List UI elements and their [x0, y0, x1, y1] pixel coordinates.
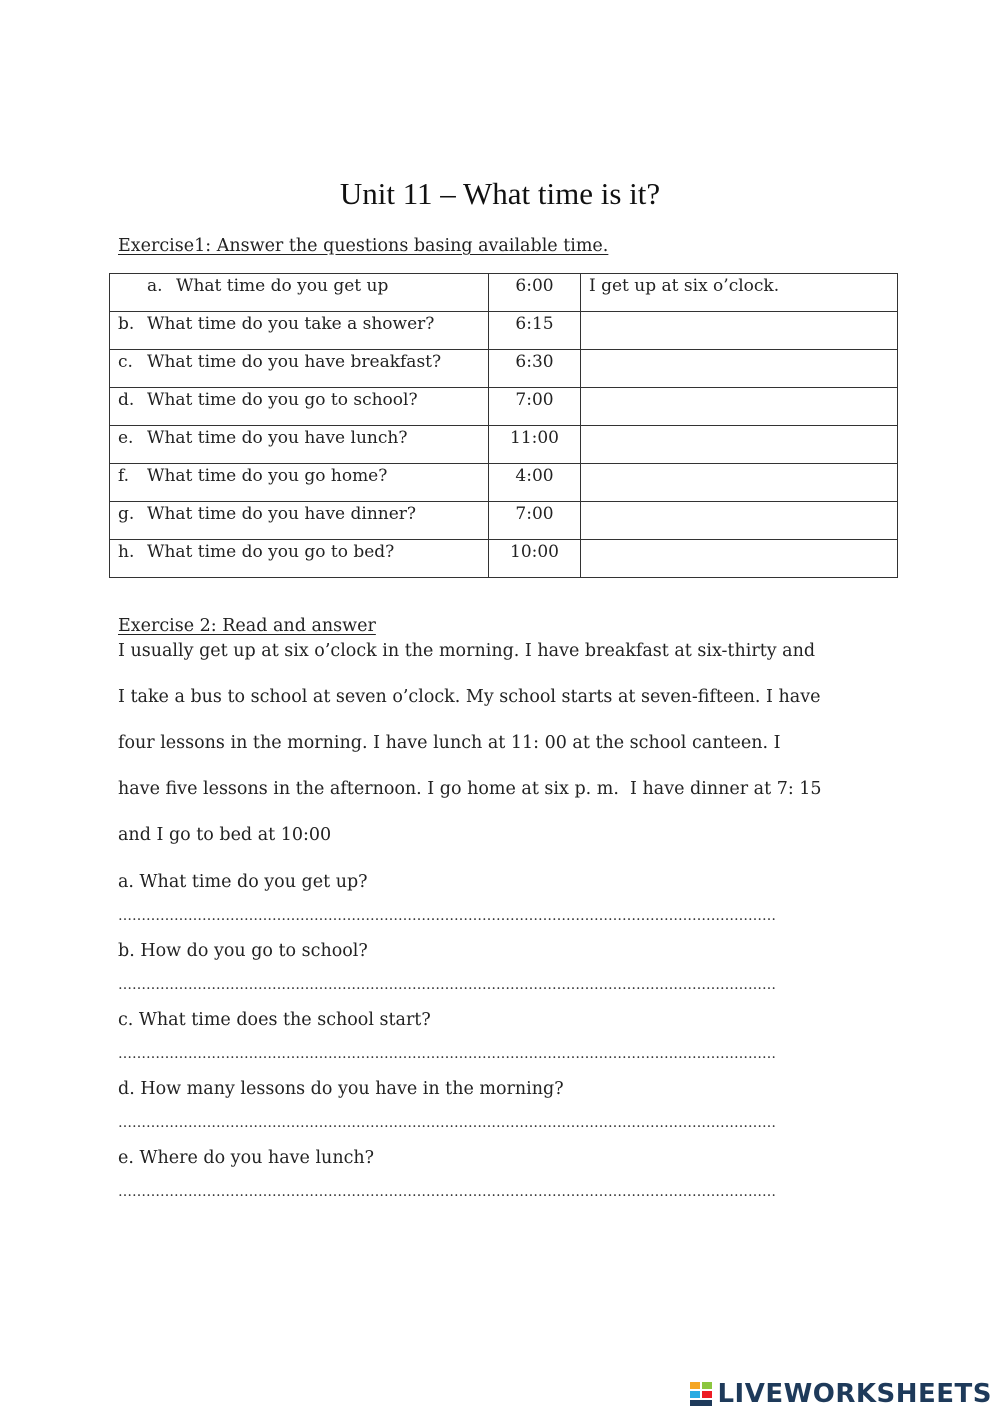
brand-text: LIVEWORKSHEETS [717, 1379, 992, 1409]
answer-cell[interactable] [581, 312, 898, 350]
reading-passage [118, 638, 898, 868]
table-row [110, 540, 898, 578]
answer-cell[interactable] [581, 540, 898, 578]
list-item [118, 1007, 818, 1076]
time-cell: 6:15 [489, 312, 581, 350]
exercise2-heading: Exercise 2: Read and answer [118, 616, 376, 636]
exercise1-table [109, 273, 898, 578]
question-letter: c. [118, 352, 133, 372]
passage-line: have five lessons in the afternoon. I go home at six p. m. I have dinner at 7: 15 [118, 779, 822, 799]
question-letter: e. [118, 428, 134, 448]
list-item [118, 1145, 818, 1214]
time-cell: 6:30 [489, 350, 581, 388]
list-item [118, 938, 818, 1007]
question-text: b. How do you go to school? [118, 941, 368, 961]
table-row [110, 388, 898, 426]
question-cell [110, 540, 489, 578]
question-text: a. What time do you get up? [118, 872, 368, 892]
question-cell [110, 312, 489, 350]
passage-line: I usually get up at six o’clock in the morning. I have breakfast at six-thirty and [118, 641, 816, 661]
time-cell: 4:00 [489, 464, 581, 502]
question-text: What time do you have dinner? [147, 504, 417, 524]
list-item [118, 1076, 818, 1145]
passage-line: I take a bus to school at seven o’clock. My school starts at seven-fifteen. I have [118, 687, 821, 707]
answer-blank[interactable]: …………………………………………………………………………………………………………………………… [118, 908, 776, 924]
question-text: What time do you get up [176, 276, 389, 296]
question-letter: b. [118, 314, 135, 334]
question-cell [110, 426, 489, 464]
question-cell [110, 502, 489, 540]
answer-blank[interactable]: …………………………………………………………………………………………………………………………… [118, 1115, 776, 1131]
time-cell: 7:00 [489, 388, 581, 426]
table-row [110, 274, 898, 312]
time-cell: 7:00 [489, 502, 581, 540]
question-cell [110, 464, 489, 502]
table-row [110, 350, 898, 388]
list-item [118, 869, 818, 938]
liveworksheets-logo-icon [689, 1381, 713, 1407]
question-letter: d. [118, 390, 135, 410]
table-row [110, 502, 898, 540]
question-letter: g. [118, 504, 135, 524]
question-text: c. What time does the school start? [118, 1010, 431, 1030]
question-cell [110, 350, 489, 388]
exercise2-questions [118, 869, 818, 1214]
answer-blank[interactable]: …………………………………………………………………………………………………………………………… [118, 1046, 776, 1062]
question-cell [110, 388, 489, 426]
table-row [110, 464, 898, 502]
table-row [110, 312, 898, 350]
question-text: d. How many lessons do you have in the morning? [118, 1079, 564, 1099]
page-title: Unit 11 – What time is it? [339, 176, 661, 211]
answer-blank[interactable]: …………………………………………………………………………………………………………………………… [118, 977, 776, 993]
question-letter: f. [118, 466, 130, 486]
time-cell: 6:00 [489, 274, 581, 312]
answer-cell[interactable] [581, 426, 898, 464]
answer-blank[interactable]: …………………………………………………………………………………………………………………………… [118, 1184, 776, 1200]
time-cell: 11:00 [489, 426, 581, 464]
time-cell: 10:00 [489, 540, 581, 578]
passage-line: and I go to bed at 10:00 [118, 825, 332, 845]
question-cell [110, 274, 489, 312]
question-text: e. Where do you have lunch? [118, 1148, 375, 1168]
question-text: What time do you go to bed? [147, 542, 395, 562]
question-letter: a. [147, 276, 163, 296]
question-text: What time do you take a shower? [147, 314, 435, 334]
answer-cell[interactable] [581, 464, 898, 502]
question-text: What time do you have breakfast? [147, 352, 442, 372]
answer-cell[interactable] [581, 350, 898, 388]
question-text: What time do you have lunch? [147, 428, 408, 448]
exercise1-heading: Exercise1: Answer the questions basing available time. [118, 236, 609, 256]
answer-cell[interactable] [581, 388, 898, 426]
answer-cell[interactable]: I get up at six o’clock. [581, 274, 898, 312]
liveworksheets-brand[interactable] [689, 1377, 992, 1411]
question-text: What time do you go to school? [147, 390, 418, 410]
question-text: What time do you go home? [147, 466, 388, 486]
table-row [110, 426, 898, 464]
passage-line: four lessons in the morning. I have lunch at 11: 00 at the school canteen. I [118, 733, 781, 753]
answer-cell[interactable] [581, 502, 898, 540]
question-letter: h. [118, 542, 135, 562]
